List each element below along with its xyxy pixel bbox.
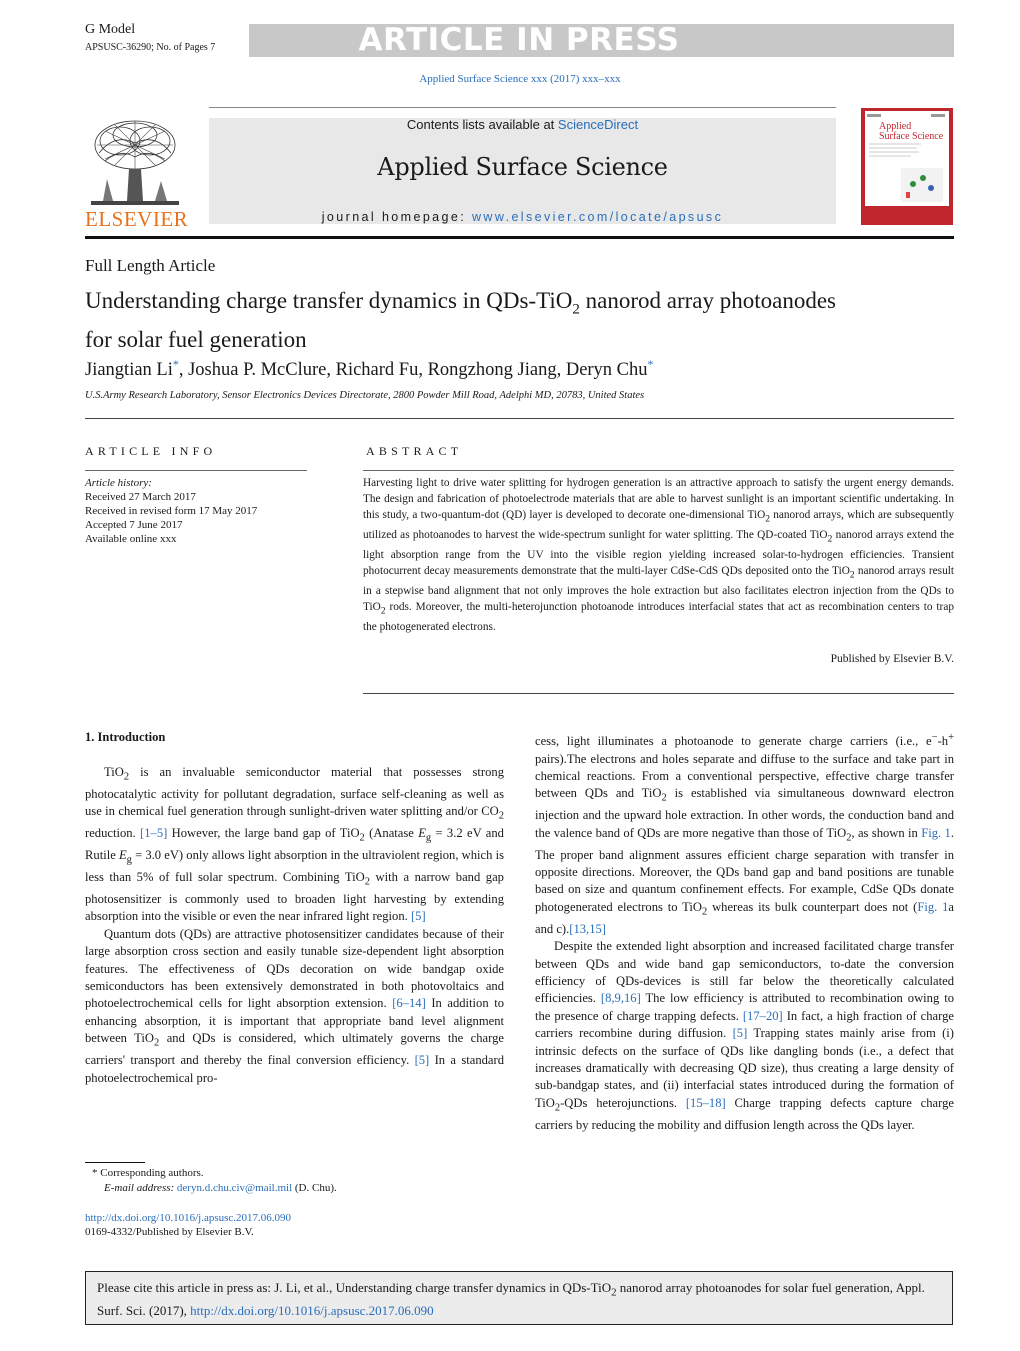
abstract-heading: ABSTRACT (366, 444, 463, 458)
manuscript-id: APSUSC-36290; No. of Pages 7 (85, 42, 216, 53)
email-note: E-mail address: deryn.d.chu.civ@mail.mil (D. Chu). (104, 1182, 337, 1194)
title-block-rule (85, 418, 954, 419)
journal-name: Applied Surface Science (377, 153, 668, 181)
author-name[interactable]: Rongzhong Jiang (427, 360, 557, 381)
paragraph: TiO$_2$ is an invaluable semiconductor material that possesses strong photocatalytic activity for pollutant degradation, surface self-cleaning as well as use in chemical fuel generation through sunlight-driven water splitting and/or $CO_2$ reduction. [1–5] However, the large band gap of TiO$_2$ (Anatase $E_g = 3.2$ eV and Rutile $E_g = 3.0$ eV) only allows light absorption in the ultraviolent region, which is less than 5% of full solar spectrum. Combining TiO$_2$ with a narrow band gap photosensitizer is commonly used to broaden light harvesting by extending absorption into the visible or even the near infrared light region. [5] (85, 765, 504, 924)
journal-homepage-line (209, 210, 836, 224)
email-label: E-mail address: (104, 1182, 177, 1194)
cover-title-line-2: Surface Science (879, 131, 944, 142)
elsevier-wordmark: ELSEVIER (85, 207, 189, 231)
citation-link[interactable]: [17–20] (742, 1008, 783, 1023)
article-history (85, 476, 257, 546)
paragraph: cess, light illuminates a photoanode to generate charge carriers (i.e., e−-h+ pairs).The electrons and holes separate and diffuse to the surface and take part in chemical reactions. From a conventional perspective, effective charge transfer between QDs and TiO$_2$ is established via simultaneous downward electron injection and the upward hole extraction. In other words, the conduction band and the valence band of QDs are more negative than those of TiO$_2$, as shown in Fig. 1. The proper band alignment assures efficient charge separation with transfer in opposite directions. Moreover, the QDs band gap and band positions are tunable based on size and quantum confinement effects. For example, CdSe QDs donate photogenerated electrons to TiO$_2$ whereas its bulk counterpart does not (Fig. 1a and c).[13,15] (535, 732, 955, 936)
author-affiliation: U.S.Army Research Laboratory, Sensor Electronics Devices Directorate, 2800 Powder Mill Road, Adelphi MD, 20783, United States (85, 390, 645, 401)
article-in-press-text: ARTICLE IN PRESS (358, 22, 680, 58)
citation-doi-link[interactable]: http://dx.doi.org/10.1016/j.apsusc.2017.06.090 (190, 1302, 434, 1318)
elsevier-logo[interactable] (85, 113, 189, 231)
citation-link[interactable]: [5] (732, 1026, 748, 1041)
paragraph: Despite the extended light absorption and increased facilitated charge transfer between QDs and wide band gap semiconductors, to-date the conversion efficiency of QDs-devices is still far below the theoretically calculated efficiencies. [8,9,16] The low efficiency is attributed to recombination owing to the presence of charge trapping defects. [17–20] In fact, a high fraction of charge carriers recombine during diffusion. [5] Trapping states mainly arise from (i) intrinsic defects on the surface of QDs like dangling bonds (i.e., a defect that increases dramatically with decreasing QD size), thus creating a large density of sub-bandgap states, and (ii) interfacial states introduced during the formation of TiO$_2$-QDs heterojunctions. [15–18] Charge trapping defects capture charge carriers by reducing the mobility and diffusion length across the QDs layer. (535, 939, 954, 1132)
history-accepted: Accepted 7 June 2017 (85, 519, 183, 531)
citation-link[interactable]: [1–5] (140, 826, 168, 841)
section-heading-introduction: 1. Introduction (85, 730, 166, 744)
citation-link[interactable]: [6–14] (392, 996, 426, 1011)
article-info-heading: ARTICLE INFO (85, 444, 217, 458)
publisher-line: Published by Elsevier B.V. (830, 653, 954, 665)
sciencedirect-link[interactable]: ScienceDirect (557, 117, 639, 132)
body-column-left (85, 764, 504, 1087)
abstract-text: Harvesting light to drive water splitting for hydrogen generation is an attractive approach to satisfy the urgent energy demands. The design and fabrication of photoelectrode materials that are able to harvest sunlight is an important scientific undertaking. In this study, a two-quantum-dot (QD) layer is developed to decorate one-dimensional TiO$_2$ nanorod arrays, which are subsequently utilized as photoanodes to harvest the wide-spectrum sunlight for water splitting. The QD-coated TiO$_2$ nanorod arrays extend the light absorption range from the UV into the visible region yielding increased solar-to-hydrogen efficiencies. Transient photocurrent decay measurements demonstrate that the multi-layer CdSe-CdS QDs deposited onto the TiO$_2$ nanorod arrays result in a stepwise band alignment that not only improves the hole extraction but also facilitates electron injection from the QDs to TiO$_2$ rods. Moreover, the multi-heterojunction photoanode introduces interfacial states that act as recombination centers to trap the photogenerated electrons. (363, 477, 955, 634)
homepage-prefix: journal homepage: (321, 210, 472, 224)
cover-title-line-1: Applied (879, 121, 912, 132)
article-title: Understanding charge transfer dynamics in QDs-TiO$_2$ nanorod array photoanodes for solar fuel generation (85, 288, 837, 352)
corresponding-authors-note: * Corresponding authors. (92, 1167, 204, 1179)
figure-link[interactable]: Fig. 1 (917, 899, 949, 914)
author-name[interactable]: Deryn Chu (565, 360, 648, 381)
contents-prefix: Contents lists available at (406, 117, 558, 132)
author-list: Jiangtian Li*, Joshua P. McClure, Richard Fu, Rongzhong Jiang, Deryn Chu* (85, 357, 654, 381)
citation-box: Please cite this article in press as: J. Li, et al., Understanding charge transfer dynamics in QDs-TiO$_2$ nanorod array photoanodes for solar fuel generation, Appl. Surf. Sci. (2017), http://dx.doi.org/10.1016/j.apsusc.2017.06.090 (85, 1271, 953, 1325)
masthead-top-rule (209, 107, 836, 108)
journal-homepage-link[interactable]: www.elsevier.com/locate/apsusc (471, 210, 724, 224)
journal-cover-thumbnail[interactable] (861, 108, 953, 225)
masthead-bottom-rule (85, 236, 954, 239)
citation-link[interactable]: [13,15] (569, 921, 606, 936)
doi-link[interactable]: http://dx.doi.org/10.1016/j.apsusc.2017.06.090 (85, 1212, 292, 1224)
article-info-rule (85, 470, 307, 471)
corresponding-author-marker[interactable]: * (172, 357, 179, 371)
citation-link[interactable]: [8,9,16] (600, 991, 641, 1006)
article-type: Full Length Article (85, 256, 216, 275)
corresponding-author-marker[interactable]: * (647, 357, 654, 371)
journal-reference-link[interactable]: Applied Surface Science xxx (2017) xxx–xxx (419, 73, 621, 85)
abstract-rule (363, 470, 954, 471)
history-revised: Received in revised form 17 May 2017 (85, 505, 258, 517)
citation-link[interactable]: [15–18] (685, 1095, 726, 1110)
citation-link[interactable]: [5] (410, 909, 426, 924)
author-name[interactable]: Joshua P. McClure (188, 360, 327, 381)
history-received: Received 27 March 2017 (85, 491, 196, 503)
figure-link[interactable]: Fig. 1 (921, 825, 951, 840)
history-online: Available online xxx (85, 533, 177, 545)
author-name[interactable]: Richard Fu (335, 360, 419, 381)
email-link[interactable]: deryn.d.chu.civ@mail.mil (176, 1182, 293, 1194)
footnote-rule (85, 1162, 145, 1163)
issn-line: 0169-4332/Published by Elsevier B.V. (85, 1226, 254, 1238)
history-label: Article history: (85, 477, 152, 489)
contents-line (209, 117, 836, 132)
body-column-right (535, 729, 954, 1134)
author-name[interactable]: Jiangtian Li (85, 360, 173, 381)
g-model-label: G Model (85, 22, 136, 37)
citation-link[interactable]: [5] (414, 1053, 430, 1068)
abstract-bottom-rule (363, 693, 954, 694)
paragraph: Quantum dots (QDs) are attractive photosensitizer candidates because of their large absorption cross section and easily tunable size-dependent light absorption features. The effectiveness of QDs decoration on wide bandgap oxide semiconductors has been extensively demonstrated in both photovoltaics and photoelectrochemical cells for light absorption extension. [6–14] In addition to enhancing absorption, it is important that appropriate band level alignment between TiO$_2$ and QDs is considered, which ultimately governs the charge carriers' transport and thereby the final conversion efficiency. [5] In a standard photoelectrochemical pro- (85, 926, 505, 1085)
